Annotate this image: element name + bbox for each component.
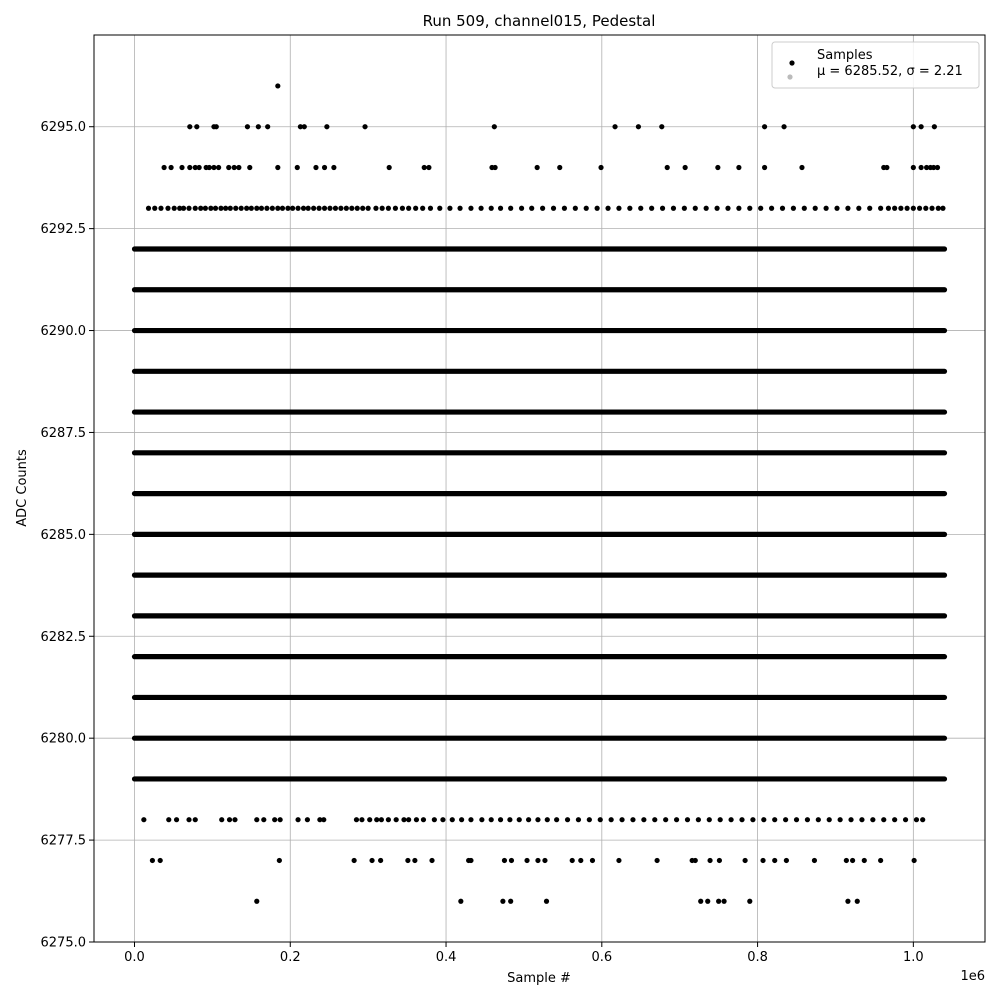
sample-point (529, 206, 534, 211)
y-tick-label: 6280.0 (40, 731, 86, 747)
sample-point (769, 206, 774, 211)
sample-point (232, 817, 237, 822)
sample-point (509, 858, 514, 863)
x-tick-label: 0.6 (591, 950, 613, 965)
sample-point (562, 206, 567, 211)
sample-point (275, 206, 280, 211)
sample-point (791, 206, 796, 211)
sample-point (265, 124, 270, 129)
sample-point (278, 817, 283, 822)
sample-point (405, 858, 410, 863)
sample-point (172, 206, 177, 211)
sample-point (545, 817, 550, 822)
sample-point (705, 899, 710, 904)
sample-point (414, 817, 419, 822)
sample-point (855, 899, 860, 904)
sample-point (671, 206, 676, 211)
sample-point (459, 817, 464, 822)
sample-point (181, 206, 186, 211)
sample-point (685, 817, 690, 822)
sample-point (285, 206, 290, 211)
sample-point (649, 206, 654, 211)
sample-point (198, 206, 203, 211)
sample-point (919, 165, 924, 170)
y-tick-label: 6275.0 (40, 935, 86, 951)
sample-point (493, 165, 498, 170)
sample-point (540, 206, 545, 211)
sample-point (736, 165, 741, 170)
sample-point (728, 817, 733, 822)
sample-point (936, 206, 941, 211)
sample-point (557, 165, 562, 170)
sample-point (630, 817, 635, 822)
sample-point (327, 206, 332, 211)
sample-point (211, 165, 216, 170)
sample-point (169, 165, 174, 170)
sample-point (468, 858, 473, 863)
sample-point (228, 206, 233, 211)
sample-point (321, 817, 326, 822)
sample-point (693, 206, 698, 211)
sample-point (507, 817, 512, 822)
sample-point (447, 206, 452, 211)
sample-point (359, 817, 364, 822)
sample-point (762, 165, 767, 170)
x-axis-offset-label: 1e6 (960, 969, 985, 984)
sample-point (827, 817, 832, 822)
legend-marker-stats (787, 74, 792, 79)
sample-point (524, 858, 529, 863)
chart-title: Run 509, channel015, Pedestal (422, 12, 656, 30)
sample-point (704, 206, 709, 211)
sample-point (280, 206, 285, 211)
sample-point (244, 206, 249, 211)
sample-point (805, 817, 810, 822)
sample-point (641, 817, 646, 822)
sample-point (544, 899, 549, 904)
sample-point (535, 165, 540, 170)
sample-point (502, 858, 507, 863)
sample-point (660, 206, 665, 211)
sample-point (193, 817, 198, 822)
sample-point (437, 206, 442, 211)
sample-point (468, 206, 473, 211)
sample-point (619, 817, 624, 822)
sample-point (856, 206, 861, 211)
sample-point (247, 165, 252, 170)
sample-point (261, 817, 266, 822)
sample-point (912, 858, 917, 863)
sample-point (458, 899, 463, 904)
sample-point (870, 817, 875, 822)
sample-point (478, 206, 483, 211)
sample-point (254, 899, 259, 904)
sample-point (141, 817, 146, 822)
x-axis-label: Sample # (507, 971, 571, 986)
sample-point (665, 165, 670, 170)
sample-point (295, 165, 300, 170)
sample-point (214, 124, 219, 129)
sample-point (862, 858, 867, 863)
sample-point (508, 899, 513, 904)
sample-point (758, 206, 763, 211)
sample-point (161, 165, 166, 170)
y-tick-label: 6290.0 (40, 324, 86, 340)
sample-point (146, 206, 151, 211)
sample-point (193, 206, 198, 211)
sample-point (743, 858, 748, 863)
sample-point (935, 165, 940, 170)
sample-point (929, 206, 934, 211)
sample-point (219, 817, 224, 822)
sample-point (784, 858, 789, 863)
sample-point (878, 858, 883, 863)
sample-point (208, 206, 213, 211)
sample-point (682, 206, 687, 211)
sample-point (249, 206, 254, 211)
sample-point (605, 206, 610, 211)
sample-point (306, 206, 311, 211)
sample-point (450, 817, 455, 822)
sample-point (762, 124, 767, 129)
sample-point (838, 817, 843, 822)
sample-point (426, 165, 431, 170)
sample-point (884, 165, 889, 170)
sample-point (590, 858, 595, 863)
sample-point (802, 206, 807, 211)
sample-point (696, 817, 701, 822)
sample-point (698, 899, 703, 904)
sample-point (232, 165, 237, 170)
sample-point (406, 206, 411, 211)
sample-point (203, 206, 208, 211)
sample-point (932, 124, 937, 129)
sample-point (489, 206, 494, 211)
y-tick-label: 6282.5 (40, 629, 86, 645)
sample-point (584, 206, 589, 211)
sample-point (717, 858, 722, 863)
sample-point (920, 817, 925, 822)
sample-point (223, 206, 228, 211)
sample-point (324, 124, 329, 129)
sample-point (254, 817, 259, 822)
sample-point (367, 817, 372, 822)
sample-point (718, 817, 723, 822)
sample-point (940, 206, 945, 211)
sample-point (259, 206, 264, 211)
sample-point (322, 165, 327, 170)
sample-point (761, 817, 766, 822)
sample-point (165, 206, 170, 211)
sample-point (903, 817, 908, 822)
sample-point (725, 206, 730, 211)
sample-point (898, 206, 903, 211)
sample-point (881, 817, 886, 822)
y-tick-label: 6292.5 (40, 222, 86, 238)
sample-point (638, 206, 643, 211)
sample-point (264, 206, 269, 211)
sample-point (616, 206, 621, 211)
sample-point (322, 206, 327, 211)
sample-point (859, 817, 864, 822)
sample-point (609, 817, 614, 822)
sample-point (783, 817, 788, 822)
sample-point (535, 817, 540, 822)
sample-point (412, 858, 417, 863)
sample-point (295, 206, 300, 211)
x-tick-label: 0.0 (124, 950, 145, 965)
sample-point (366, 206, 371, 211)
sample-point (338, 206, 343, 211)
sample-point (254, 206, 259, 211)
sample-point (716, 899, 721, 904)
sample-point (693, 858, 698, 863)
sample-point (290, 206, 295, 211)
sample-point (413, 206, 418, 211)
x-tick-label: 1.0 (903, 950, 924, 965)
sample-point (406, 817, 411, 822)
sample-point (440, 817, 445, 822)
legend-marker-samples (789, 60, 794, 65)
sample-point (362, 124, 367, 129)
sample-point (707, 817, 712, 822)
sample-point (213, 206, 218, 211)
sample-point (226, 165, 231, 170)
sample-point (542, 858, 547, 863)
y-axis-label: ADC Counts (15, 449, 30, 527)
sample-point (659, 124, 664, 129)
sample-point (233, 206, 238, 211)
sample-point (780, 206, 785, 211)
sample-point (152, 206, 157, 211)
sample-point (878, 206, 883, 211)
sample-point (714, 206, 719, 211)
sample-point (277, 858, 282, 863)
sample-point (598, 165, 603, 170)
sample-point (186, 817, 191, 822)
sample-point (227, 817, 232, 822)
sample-point (683, 165, 688, 170)
sample-point (379, 817, 384, 822)
sample-point (721, 899, 726, 904)
sample-point (551, 206, 556, 211)
sample-point (272, 817, 277, 822)
sample-point (187, 124, 192, 129)
sample-point (218, 206, 223, 211)
sample-point (919, 124, 924, 129)
sample-point (333, 206, 338, 211)
sample-point (373, 206, 378, 211)
sample-point (813, 206, 818, 211)
legend-label-stats: μ = 6285.52, σ = 2.21 (817, 64, 963, 79)
sample-point (772, 858, 777, 863)
sample-point (616, 858, 621, 863)
sample-point (179, 165, 184, 170)
sample-point (275, 165, 280, 170)
sample-point (429, 858, 434, 863)
sample-point (911, 165, 916, 170)
sample-point (911, 124, 916, 129)
sample-point (331, 165, 336, 170)
sample-point (187, 165, 192, 170)
sample-point (799, 165, 804, 170)
sample-point (612, 124, 617, 129)
sample-point (747, 206, 752, 211)
sample-point (535, 858, 540, 863)
sample-point (394, 817, 399, 822)
sample-point (236, 165, 241, 170)
sample-point (352, 858, 357, 863)
sample-point (845, 206, 850, 211)
sample-point (517, 817, 522, 822)
sample-point (760, 858, 765, 863)
sample-point (422, 165, 427, 170)
sample-point (892, 817, 897, 822)
sample-point (378, 858, 383, 863)
sample-point (401, 817, 406, 822)
sample-point (573, 206, 578, 211)
sample-point (393, 206, 398, 211)
sample-point (812, 858, 817, 863)
sample-point (400, 206, 405, 211)
sample-point (216, 165, 221, 170)
sample-point (355, 206, 360, 211)
sample-point (344, 206, 349, 211)
sample-point (349, 206, 354, 211)
sample-point (421, 817, 426, 822)
sample-point (578, 858, 583, 863)
sample-point (313, 165, 318, 170)
sample-point (794, 817, 799, 822)
sample-point (369, 858, 374, 863)
sample-point (468, 817, 473, 822)
sample-point (663, 817, 668, 822)
sample-point (565, 817, 570, 822)
sample-point (816, 817, 821, 822)
sample-point (739, 817, 744, 822)
sample-point (892, 206, 897, 211)
sample-point (834, 206, 839, 211)
y-tick-label: 6277.5 (40, 833, 86, 849)
sample-point (508, 206, 513, 211)
sample-point (432, 817, 437, 822)
sample-point (917, 206, 922, 211)
sample-point (207, 165, 212, 170)
sample-point (420, 206, 425, 211)
sample-point (781, 124, 786, 129)
sample-point (850, 858, 855, 863)
sample-point (301, 206, 306, 211)
sample-point (824, 206, 829, 211)
y-tick-label: 6287.5 (40, 425, 86, 441)
sample-point (554, 817, 559, 822)
sample-point (302, 124, 307, 129)
sample-point (158, 858, 163, 863)
sample-point (498, 817, 503, 822)
sample-point (715, 165, 720, 170)
sample-point (492, 124, 497, 129)
sample-point (374, 817, 379, 822)
sample-point (587, 817, 592, 822)
sample-point (360, 206, 365, 211)
sample-point (750, 817, 755, 822)
sample-point (655, 858, 660, 863)
legend (772, 42, 979, 88)
sample-point (772, 817, 777, 822)
sample-point (194, 124, 199, 129)
sample-point (848, 817, 853, 822)
sample-point (186, 206, 191, 211)
sample-point (479, 817, 484, 822)
sample-point (305, 817, 310, 822)
sample-point (674, 817, 679, 822)
sample-point (457, 206, 462, 211)
sample-point (158, 206, 163, 211)
sample-point (150, 858, 155, 863)
sample-point (295, 817, 300, 822)
sample-point (911, 206, 916, 211)
sample-point (316, 206, 321, 211)
sample-point (519, 206, 524, 211)
sample-point (747, 899, 752, 904)
sample-point (239, 206, 244, 211)
sample-point (576, 817, 581, 822)
sample-point (500, 899, 505, 904)
sample-point (489, 817, 494, 822)
sample-point (380, 206, 385, 211)
sample-point (595, 206, 600, 211)
sample-point (886, 206, 891, 211)
sample-point (736, 206, 741, 211)
sample-point (923, 206, 928, 211)
sample-point (354, 817, 359, 822)
sample-point (914, 817, 919, 822)
sample-point (270, 206, 275, 211)
sample-point (166, 817, 171, 822)
sample-point (174, 817, 179, 822)
sample-point (428, 206, 433, 211)
sample-point (905, 206, 910, 211)
y-tick-label: 6295.0 (40, 120, 86, 136)
sample-point (245, 124, 250, 129)
sample-point (844, 858, 849, 863)
sample-point (636, 124, 641, 129)
sample-point (387, 165, 392, 170)
sample-point (867, 206, 872, 211)
sample-point (652, 817, 657, 822)
sample-point (845, 899, 850, 904)
sample-point (526, 817, 531, 822)
sample-point (256, 124, 261, 129)
y-tick-label: 6285.0 (40, 527, 86, 543)
legend-label-samples: Samples (817, 48, 873, 63)
x-tick-label: 0.4 (435, 950, 457, 965)
sample-point (707, 858, 712, 863)
sample-point (386, 817, 391, 822)
sample-point (275, 83, 280, 88)
sample-point (197, 165, 202, 170)
sample-point (627, 206, 632, 211)
x-tick-label: 0.2 (279, 950, 301, 965)
sample-point (570, 858, 575, 863)
sample-point (498, 206, 503, 211)
x-tick-label: 0.8 (747, 950, 768, 965)
sample-point (386, 206, 391, 211)
sample-point (598, 817, 603, 822)
sample-point (311, 206, 316, 211)
